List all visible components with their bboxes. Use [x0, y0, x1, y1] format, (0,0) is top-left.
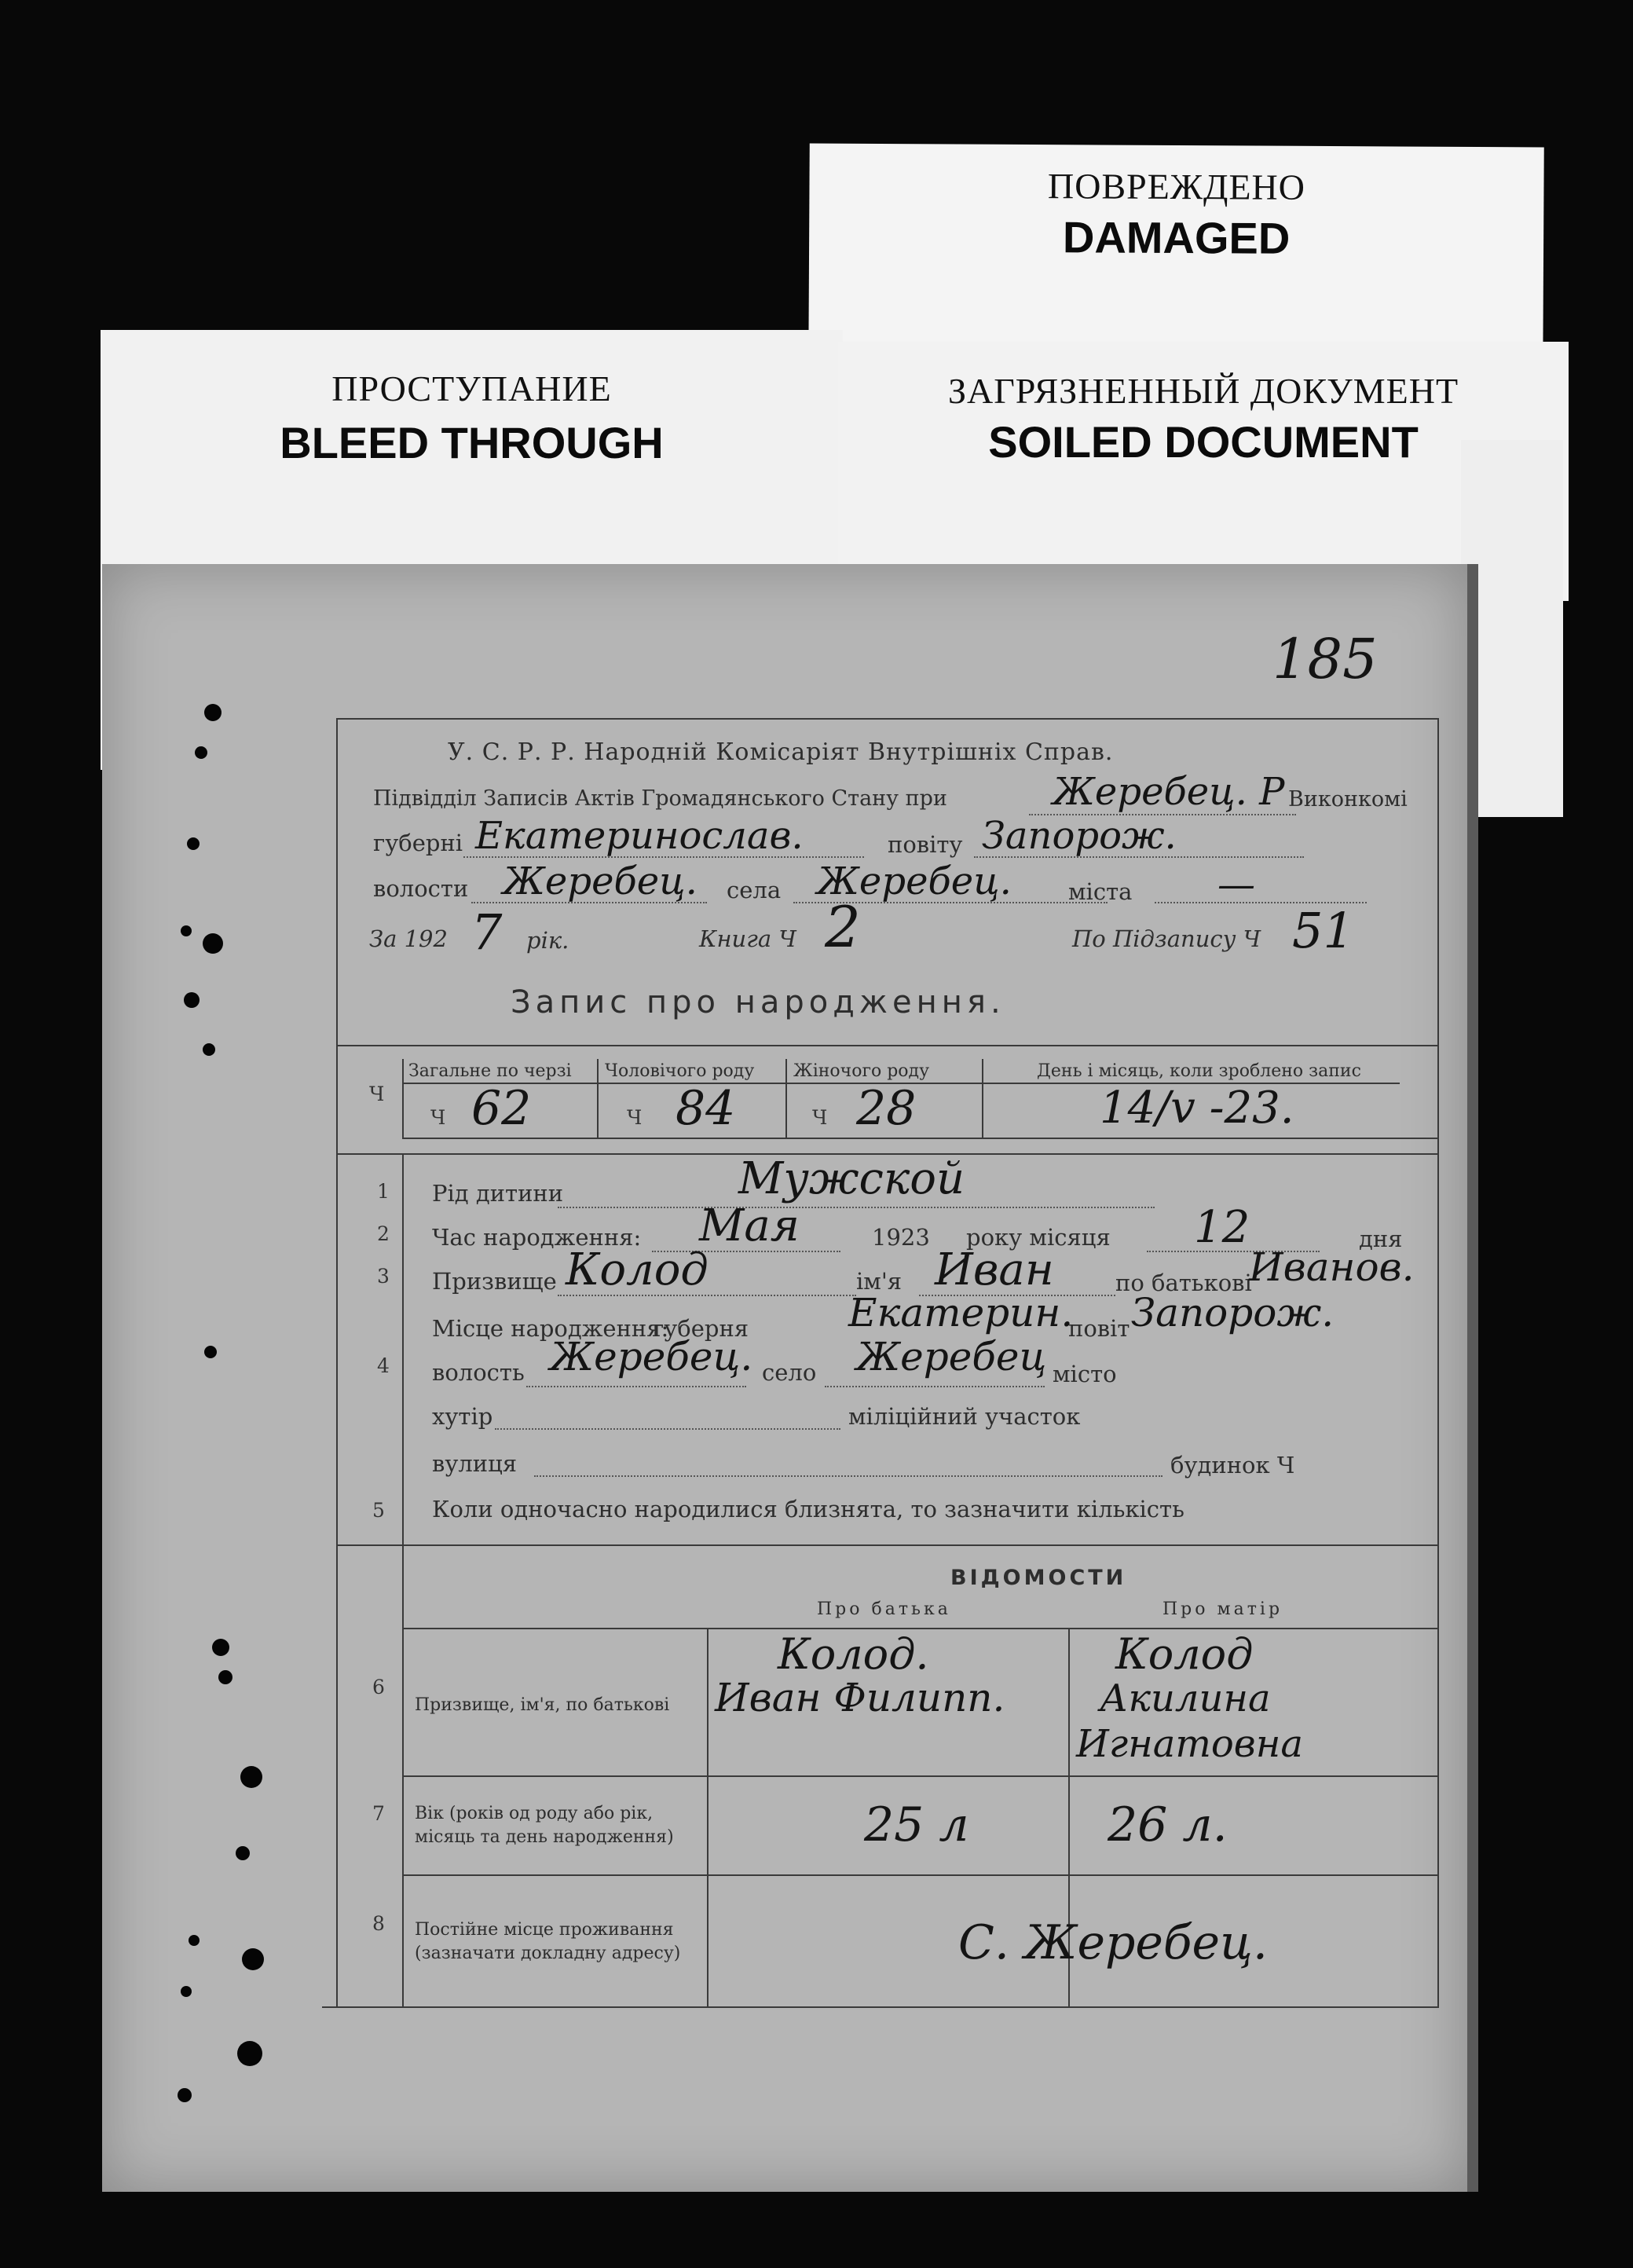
binding-hole: [187, 837, 200, 850]
chas-dnia-label: дня: [1359, 1226, 1403, 1252]
hub-label: губерня: [652, 1315, 749, 1342]
residence-value: С. Жеребец.: [958, 1915, 1268, 1970]
pryzv-label: Призвище: [432, 1268, 557, 1295]
binding-hole: [178, 2088, 192, 2102]
form-left-border: [336, 718, 338, 2006]
volost-label: волости: [373, 875, 469, 902]
imia-value: Иван: [935, 1244, 1054, 1295]
budynok-label: будинок Ч: [1170, 1452, 1295, 1478]
margin-ch: Ч: [369, 1083, 385, 1105]
birth-record-sheet: 185 У. С. Р. Р. Народній Комісаріят Внутрішніх Справ. Підвідділ Записів Актів Громадянського Стану при Жеребец. Р Виконкомі губерні Екатеринослав. повіту Запорож. волости Жеребец. села Жеребец. міста — За 192 7 рік. Книга Ч 2 По Підзапису Ч 51 Запис про народження. Ч Загальне по черзі Чоловічого роду Жіночого роду День і місяць, коли зроблено запис Ч Ч Ч 62 84 28 14/v -23. 1 2 3 4 5 Рід дитини Мужской Час народження: Мая 1923 року місяця 12 дня Призвище Колод ім'я Иван по батькові Иванов. Місце народження: губерня Екатерин. повіт Запорож. волость Жеребец. село Жеребец місто хутір міліційний участок вулиця будинок Ч Коли одночасно народилися близнята, то зазначити кількість ВІДОМОСТИ Про батька Про матір 6 Призвище, ім'я, по батькові Колод. Иван Филипп. Колод Акилина Игнатовна 7 Вік (років од роду або рік, місяць та день народження) 25 л 26 л. 8 Постійне місце проживання (зазначати докладну адресу) С. Жеребец.: [102, 564, 1478, 2192]
damaged-en: DAMAGED: [1062, 212, 1291, 263]
povit2-value: Запорож.: [1131, 1290, 1335, 1336]
binding-hole: [236, 1846, 250, 1860]
parents-heading: ВІДОМОСТИ: [950, 1566, 1127, 1590]
misto-label: місто: [1053, 1361, 1117, 1387]
vulytsia-label: вулиця: [432, 1450, 518, 1477]
mother-age: 26 л.: [1108, 1797, 1228, 1852]
count-female-value: 28: [856, 1081, 917, 1136]
gubernia-label: губерні: [373, 830, 463, 856]
za-label: За 192: [369, 925, 448, 952]
page-number: 185: [1272, 627, 1378, 691]
mother-surname: Колод: [1115, 1629, 1254, 1679]
knyha-label: Книга Ч: [699, 925, 796, 952]
year-digit: 7: [471, 903, 503, 961]
chas-year: 1923: [872, 1224, 930, 1251]
batk-label: по батькові: [1115, 1270, 1252, 1296]
rid-value: Мужской: [738, 1153, 965, 1204]
volost-value: Жеребец.: [503, 859, 698, 903]
authority-title: У. С. Р. Р. Народній Комісаріят Внутрішніх Справ.: [448, 738, 1114, 766]
father-age: 25 л: [864, 1797, 969, 1852]
pidzapys-value: 51: [1292, 902, 1354, 959]
father-column: Про батька: [817, 1599, 951, 1619]
twins-text: Коли одночасно народилися близнята, то зазначити кількість: [432, 1496, 1184, 1522]
count-col-female: Жіночого роду: [793, 1061, 930, 1081]
soiled-ru: ЗАГРЯЗНЕННЫЙ ДОКУМЕНТ: [947, 371, 1459, 411]
bleed-ru: ПРОСТУПАНИЕ: [331, 368, 612, 409]
chas-day: 12: [1194, 1202, 1250, 1253]
chas-month: Мая: [699, 1200, 800, 1251]
binding-hole: [204, 1346, 217, 1358]
hub-value: Екатерин.: [848, 1290, 1074, 1336]
binding-hole: [240, 1766, 262, 1788]
mother-column: Про матір: [1163, 1599, 1283, 1619]
bleed-en: BLEED THROUGH: [280, 418, 664, 467]
r8-label-1: Постійне місце проживання: [415, 1920, 674, 1940]
form-right-border: [1437, 718, 1439, 2006]
binding-hole: [203, 933, 223, 954]
mista-label: міста: [1068, 878, 1133, 905]
binding-hole: [181, 1986, 192, 1997]
volost2-value: Жеребец.: [550, 1334, 753, 1379]
selo-value: Жеребец.: [817, 859, 1012, 903]
batk-value: Иванов.: [1249, 1244, 1415, 1290]
binding-hole: [181, 925, 192, 936]
count-col-total: Загальне по черзі: [408, 1061, 572, 1081]
povit-value: Запорож.: [982, 814, 1177, 858]
povit2-label: повіт: [1068, 1315, 1130, 1342]
rik-label: рік.: [526, 927, 569, 954]
record-title: Запис про народження.: [511, 984, 1005, 1020]
pryzv-value: Колод: [566, 1244, 708, 1295]
father-surname: Колод.: [778, 1629, 929, 1679]
mother-patronymic: Игнатовна: [1076, 1722, 1303, 1766]
r7-label-2: місяць та день народження): [415, 1827, 674, 1847]
count-total-value: 62: [471, 1081, 532, 1136]
binding-hole: [184, 992, 200, 1008]
selo2-value: Жеребец: [856, 1334, 1047, 1379]
dept-value: Жеребец. Р: [1053, 770, 1285, 814]
mother-name: Акилина: [1100, 1676, 1271, 1720]
father-name: Иван Филипп.: [715, 1675, 1005, 1720]
gubernia-value: Екатеринослав.: [475, 814, 804, 858]
r7-label-1: Вік (років од роду або рік,: [415, 1804, 654, 1823]
selo-label: села: [727, 877, 782, 903]
rid-label: Рід дитини: [432, 1180, 564, 1207]
binding-hole: [204, 704, 222, 721]
count-date-value: 14/v -23.: [1100, 1083, 1294, 1134]
soiled-en: SOILED DOCUMENT: [988, 417, 1419, 467]
knyha-value: 2: [825, 894, 861, 960]
binding-hole: [237, 2041, 262, 2066]
r6-label: Призвище, ім'я, по батькові: [415, 1695, 670, 1715]
chas-mid-label: року місяця: [966, 1224, 1111, 1251]
damaged-card: [808, 144, 1544, 376]
binding-hole: [218, 1670, 233, 1684]
count-col-male: Чоловічого роду: [605, 1061, 755, 1081]
khutir-label: хутір: [432, 1403, 493, 1430]
soiled-document-card: [838, 342, 1569, 601]
pidzapys-label: По Підзапису Ч: [1072, 925, 1261, 952]
count-male-value: 84: [676, 1081, 736, 1136]
misce-label: Місце народження:: [432, 1315, 669, 1342]
povit-label: повіту: [888, 831, 963, 858]
binding-hole: [203, 1043, 215, 1056]
chas-label: Час народження:: [432, 1224, 642, 1251]
selo2-label: село: [762, 1359, 817, 1386]
form-bottom-border: [322, 2006, 1439, 2008]
count-col-date: День і місяць, коли зроблено запис: [1037, 1061, 1361, 1081]
form-top-border: [336, 718, 1439, 720]
milit-label: міліційний участок: [848, 1403, 1081, 1430]
imia-label: ім'я: [856, 1268, 903, 1295]
mista-value: —: [1217, 863, 1255, 907]
binding-hole: [195, 746, 207, 759]
r8-label-2: (зазначати докладну адресу): [415, 1944, 681, 1963]
binding-hole: [212, 1639, 229, 1656]
binding-hole: [242, 1948, 264, 1970]
damaged-ru: ПОВРЕЖДЕНО: [1047, 166, 1306, 207]
volost2-label: волость: [432, 1359, 525, 1386]
binding-hole: [189, 1935, 200, 1946]
vykonkom-label: Виконкомі: [1288, 787, 1408, 812]
dept-label: Підвідділ Записів Актів Громадянського Стану при: [373, 786, 947, 811]
